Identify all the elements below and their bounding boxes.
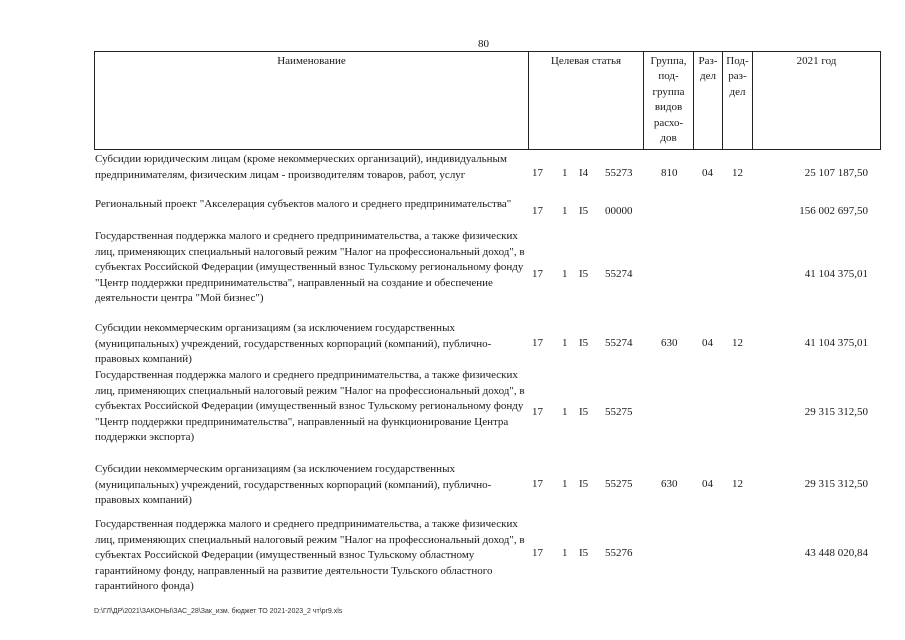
cell-direction: 55276 (605, 547, 633, 559)
header-right-border (880, 51, 881, 150)
table-row (95, 517, 880, 597)
cell-amount: 41 104 375,01 (804, 268, 868, 280)
row-name: Государственная поддержка малого и среднего предпринимательства, а также физических лиц, применяющих специальный налоговый режим "Налог на профессиональный доход", в субъектах Российской Федерации (имущественный взнос Тульскому региональному фонду "Центр поддержки предпринимательства", направленный на функционирование Центра поддержки экспорта) (95, 369, 525, 444)
cell-subprogram: 1 (562, 406, 568, 418)
cell-subprogram: 1 (562, 205, 568, 217)
cell-direction: 55275 (605, 406, 633, 418)
table-row (95, 152, 880, 199)
cell-direction: 55274 (605, 268, 633, 280)
header-expense-group: Группа, под- группа видов расхо- дов (650, 55, 687, 145)
cell-amount: 29 315 312,50 (804, 478, 868, 490)
cell-program: 17 (532, 406, 543, 418)
cell-amount: 156 002 697,50 (799, 205, 868, 217)
footer-file-path: D:\ГЛ\ДР\2021\ЗАКОНЫ\ЗАС_28\Зак_изм. бюджет ТО 2021-2023_2 чт\pr9.xls (94, 608, 343, 615)
cell-subsection: 12 (732, 478, 743, 490)
row-name: Субсидии юридическим лицам (кроме некоммерческих организаций), индивидуальным предпринимателям, физическим лицам - производителям товаров, работ, услуг (95, 153, 507, 181)
cell-subprogram: 1 (562, 268, 568, 280)
cell-program: 17 (532, 337, 543, 349)
cell-group: I5 (579, 205, 589, 217)
row-name: Субсидии некоммерческим организациям (за исключением государственных (муниципальных) учреждений, государственных корпораций (компаний), публично-правовых компаний) (95, 463, 492, 507)
cell-program: 17 (532, 268, 543, 280)
table-row (95, 462, 880, 509)
cell-group: I5 (579, 406, 589, 418)
header-name: Наименование (277, 55, 346, 67)
cell-subsection: 12 (732, 167, 743, 179)
cell-direction: 00000 (605, 205, 633, 217)
cell-expense-type: 630 (661, 478, 678, 490)
cell-group: I5 (579, 547, 589, 559)
table-row (95, 229, 880, 323)
header-section: Раз- дел (698, 55, 718, 83)
row-name: Государственная поддержка малого и среднего предпринимательства, а также физических лиц, применяющих специальный налоговый режим "Налог на профессиональный доход", в субъектах Российской Федерации (имущественный взнос Тульскому областному гарантийному фонду, направленный на развитие деятельности Тульского областного гарантийного фонда) (95, 518, 525, 593)
cell-amount: 25 107 187,50 (804, 167, 868, 179)
cell-group: I5 (579, 268, 589, 280)
cell-subsection: 12 (732, 337, 743, 349)
row-name: Субсидии некоммерческим организациям (за исключением государственных (муниципальных) учреждений, государственных корпораций (компаний), публично-правовых компаний) (95, 322, 492, 366)
cell-amount: 29 315 312,50 (804, 406, 868, 418)
cell-section: 04 (702, 478, 713, 490)
cell-group: I4 (579, 167, 589, 179)
cell-section: 04 (702, 167, 713, 179)
cell-program: 17 (532, 205, 543, 217)
cell-expense-type: 810 (661, 167, 678, 179)
cell-amount: 43 448 020,84 (804, 547, 868, 559)
cell-direction: 55275 (605, 478, 633, 490)
cell-program: 17 (532, 547, 543, 559)
cell-expense-type: 630 (661, 337, 678, 349)
cell-program: 17 (532, 478, 543, 490)
header-top-border (94, 51, 881, 52)
cell-subprogram: 1 (562, 167, 568, 179)
table-row (95, 197, 880, 229)
cell-amount: 41 104 375,01 (804, 337, 868, 349)
cell-section: 04 (702, 337, 713, 349)
cell-group: I5 (579, 337, 589, 349)
cell-direction: 55274 (605, 337, 633, 349)
header-target-article: Целевая статья (550, 55, 622, 67)
table-row (95, 321, 880, 368)
cell-subprogram: 1 (562, 337, 568, 349)
row-name: Государственная поддержка малого и среднего предпринимательства, а также физических лиц, применяющих специальный налоговый режим "Налог на профессиональный доход", в субъектах Российской Федерации (имущественный взнос Тульскому региональному фонду "Центр поддержки предпринимательства", направленный на создание и обеспечение деятельности центра "Мой бизнес") (95, 230, 525, 305)
cell-direction: 55273 (605, 167, 633, 179)
header-subsection: Под- раз- дел (726, 55, 749, 98)
cell-subprogram: 1 (562, 478, 568, 490)
cell-program: 17 (532, 167, 543, 179)
page-number: 80 (478, 38, 489, 50)
cell-group: I5 (579, 478, 589, 490)
header-year: 2021 год (796, 55, 837, 67)
table-row (95, 368, 880, 462)
row-name: Региональный проект "Акселерация субъектов малого и среднего предпринимательства" (95, 198, 512, 210)
header-bottom-border (94, 149, 881, 150)
cell-subprogram: 1 (562, 547, 568, 559)
